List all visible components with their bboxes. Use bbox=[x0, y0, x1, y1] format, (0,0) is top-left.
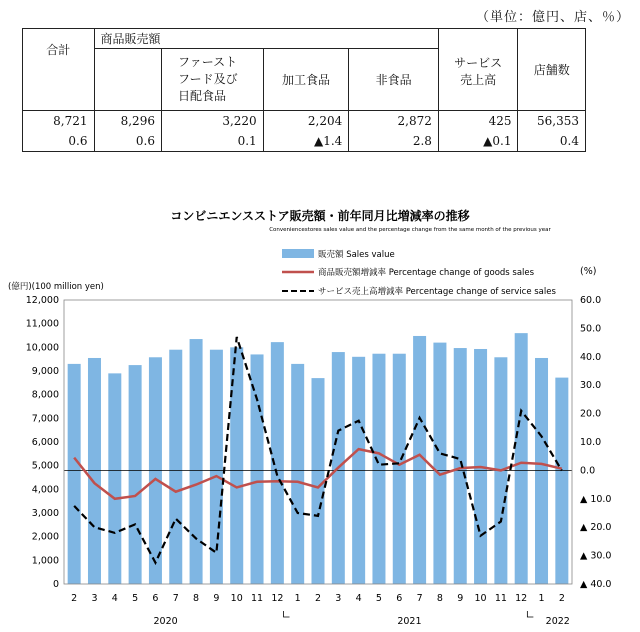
y-left-axis bbox=[26, 295, 59, 590]
x-tick: 10 bbox=[474, 593, 487, 604]
x-tick: 3 bbox=[335, 593, 342, 604]
x-tick: 9 bbox=[213, 593, 220, 604]
value-service: 425 bbox=[438, 111, 518, 132]
year-label: 2021 bbox=[397, 616, 422, 627]
value-nonfood: 2,872 bbox=[349, 111, 439, 132]
y-left-tick: 10,000 bbox=[25, 342, 59, 354]
y-left-tick: 0 bbox=[52, 579, 59, 590]
change-processed: ▲1.4 bbox=[263, 131, 349, 152]
legend-bar-swatch bbox=[282, 249, 314, 258]
header-total: 合計 bbox=[23, 29, 95, 111]
x-tick: 1 bbox=[294, 593, 301, 604]
x-tick: 8 bbox=[193, 593, 200, 604]
y-right-tick: ▲ 30.0 bbox=[580, 550, 612, 562]
y-left-tick: 2,000 bbox=[31, 531, 59, 543]
goods-sales-blank bbox=[94, 49, 161, 111]
y-left-tick: 7,000 bbox=[31, 413, 59, 425]
x-tick: 12 bbox=[515, 593, 528, 604]
chart-subtitle: Conveniencestores sales value and the percentage change from the same month of the previous year bbox=[269, 227, 551, 233]
y-right-tick: ▲ 20.0 bbox=[580, 522, 612, 534]
sales-bar bbox=[535, 358, 548, 584]
chart-container bbox=[0, 200, 640, 628]
value-stores: 56,353 bbox=[518, 111, 586, 132]
bar-series bbox=[68, 333, 569, 584]
x-tick: 2 bbox=[558, 593, 565, 604]
year-labels bbox=[154, 616, 570, 627]
legend-service-label: サービス売上高増減率 Percentage change of service sales bbox=[318, 287, 556, 297]
x-tick: 3 bbox=[91, 593, 98, 604]
x-tick: 6 bbox=[396, 593, 403, 604]
x-tick: 1 bbox=[538, 593, 545, 604]
x-tick: 4 bbox=[355, 593, 362, 604]
header-service-line1: サービス bbox=[454, 55, 503, 70]
y-right-tick: 60.0 bbox=[580, 295, 602, 306]
x-tick: 11 bbox=[494, 593, 507, 604]
sales-chart bbox=[0, 200, 640, 628]
chart-title: コンビニエンスストア販売額・前年同月比増減率の推移 bbox=[170, 209, 470, 223]
x-tick: 11 bbox=[250, 593, 264, 604]
x-tick: 5 bbox=[132, 593, 139, 604]
y-right-tick: 30.0 bbox=[580, 380, 602, 392]
y-right-tick: ▲ 10.0 bbox=[580, 493, 612, 505]
y-right-tick: 0.0 bbox=[580, 465, 596, 477]
value-goods-sales: 8,296 bbox=[94, 111, 161, 132]
y-left-tick: 4,000 bbox=[31, 484, 59, 496]
change-goods-sales: 0.6 bbox=[94, 131, 161, 152]
value-fastfood: 3,220 bbox=[161, 111, 263, 132]
legend bbox=[282, 249, 556, 297]
header-fastfood-line2: フード及び bbox=[177, 72, 238, 86]
header-fastfood bbox=[161, 49, 263, 111]
sales-bar bbox=[393, 354, 406, 584]
x-tick: 2 bbox=[314, 593, 322, 604]
x-tick: 12 bbox=[271, 593, 284, 604]
y-left-tick: 5,000 bbox=[31, 460, 59, 472]
x-tick: 5 bbox=[375, 593, 382, 604]
sales-bar bbox=[515, 333, 528, 584]
sales-bar bbox=[129, 365, 142, 584]
x-tick: 9 bbox=[457, 593, 464, 604]
sales-bar bbox=[88, 358, 101, 584]
x-tick: 10 bbox=[230, 593, 243, 604]
sales-bar bbox=[68, 364, 81, 584]
legend-goods-label: 商品販売額増減率 Percentage change of goods sales bbox=[318, 268, 535, 278]
sales-bar bbox=[454, 348, 467, 584]
sales-bar bbox=[311, 378, 324, 584]
sales-bar bbox=[433, 343, 446, 584]
unit-note: （単位：億円、店、％） bbox=[475, 10, 630, 25]
x-tick: 8 bbox=[436, 593, 443, 604]
y-left-tick: 9,000 bbox=[31, 366, 59, 377]
change-total: 0.6 bbox=[23, 131, 95, 152]
y-left-label: (億円)(100 million yen) bbox=[8, 282, 104, 292]
sales-bar bbox=[169, 350, 182, 584]
sales-bar bbox=[291, 364, 304, 584]
sales-bar bbox=[372, 354, 385, 584]
year-label: 2022 bbox=[545, 616, 570, 627]
stats-table bbox=[22, 28, 586, 152]
y-left-tick: 6,000 bbox=[31, 437, 59, 448]
x-axis bbox=[71, 593, 565, 617]
y-right-tick: 50.0 bbox=[580, 323, 602, 335]
x-tick: 7 bbox=[416, 593, 423, 604]
change-stores: 0.4 bbox=[518, 131, 586, 152]
y-right-tick: 10.0 bbox=[580, 437, 602, 448]
x-tick: 7 bbox=[172, 593, 179, 604]
y-right-label: (%) bbox=[580, 266, 597, 277]
sales-bar bbox=[555, 378, 568, 584]
x-tick: 2 bbox=[71, 593, 78, 604]
y-left-tick: 1,000 bbox=[31, 555, 59, 567]
y-right-tick: 20.0 bbox=[580, 408, 602, 420]
change-nonfood: 2.8 bbox=[349, 131, 439, 152]
sales-bar bbox=[108, 373, 121, 584]
y-right-tick: 40.0 bbox=[580, 351, 602, 363]
header-fastfood-line1: ファースト bbox=[177, 55, 238, 69]
y-right-axis bbox=[580, 295, 611, 590]
y-left-tick: 12,000 bbox=[25, 295, 59, 306]
year-label: 2020 bbox=[153, 616, 178, 627]
y-left-tick: 3,000 bbox=[31, 508, 59, 519]
header-processed: 加工食品 bbox=[263, 49, 349, 111]
change-service: ▲0.1 bbox=[438, 131, 518, 152]
x-tick: 4 bbox=[111, 593, 118, 604]
header-service-line2: 売上高 bbox=[460, 72, 497, 87]
change-fastfood: 0.1 bbox=[161, 131, 263, 152]
year-separator bbox=[527, 611, 533, 617]
x-tick: 6 bbox=[152, 593, 159, 604]
y-left-tick: 11,000 bbox=[25, 318, 59, 330]
header-goods-sales: 商品販売額 bbox=[94, 29, 438, 49]
year-separator bbox=[284, 611, 290, 617]
sales-bar bbox=[190, 339, 203, 584]
header-fastfood-line3: 日配食品 bbox=[177, 89, 226, 103]
header-stores: 店舗数 bbox=[518, 29, 586, 111]
y-left-tick: 8,000 bbox=[31, 389, 59, 401]
value-total: 8,721 bbox=[23, 111, 95, 132]
legend-bar-label: 販売額 Sales value bbox=[318, 250, 395, 260]
header-nonfood: 非食品 bbox=[349, 49, 439, 111]
value-processed: 2,204 bbox=[263, 111, 349, 132]
y-right-tick: ▲ 40.0 bbox=[580, 579, 612, 590]
header-service bbox=[438, 29, 518, 111]
